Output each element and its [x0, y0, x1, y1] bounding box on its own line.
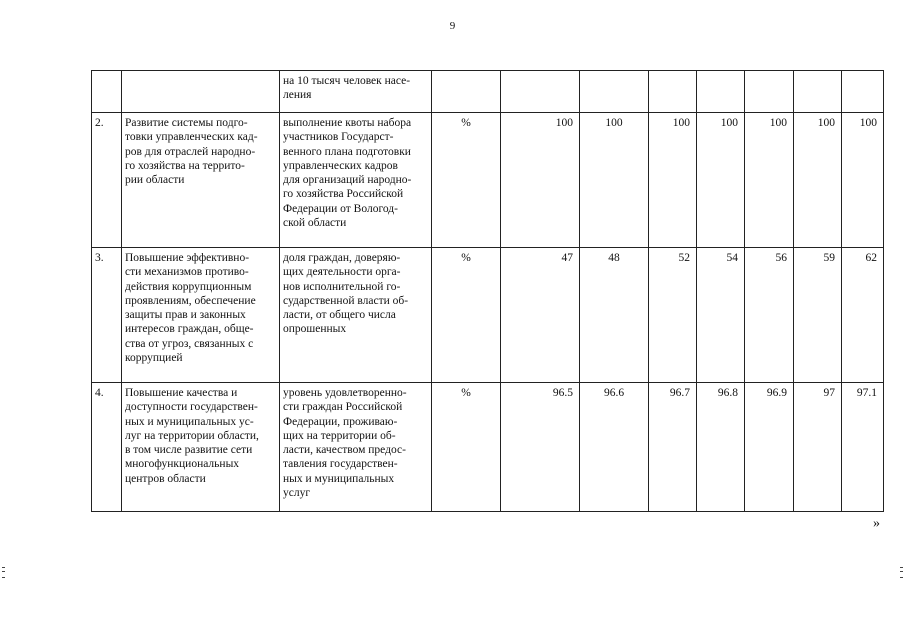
value-cell: 48 [580, 248, 649, 383]
indicators-table [91, 70, 884, 512]
indicator-cell: на 10 тысяч человек насе- ления [280, 71, 432, 113]
value-cell: 47 [501, 248, 580, 383]
unit-cell: % [432, 248, 501, 383]
value-cell [501, 71, 580, 113]
value-cell: 62 [842, 248, 884, 383]
indicator-cell: доля граждан, доверяю- щих деятельности орга- нов исполнительной го- сударственной власти об- ласти, от общего числа опрошенных [280, 248, 432, 383]
table-row [92, 383, 884, 512]
table-body [92, 71, 884, 512]
unit-cell: % [432, 113, 501, 248]
value-cell: 52 [649, 248, 697, 383]
value-cell: 97 [794, 383, 842, 512]
goal-cell: Повышение качества и доступности государствен- ных и муниципальных ус- луг на территории области, в том числе развитие сети многофункциональных центров области [122, 383, 280, 512]
value-cell: 100 [580, 113, 649, 248]
value-cell: 100 [649, 113, 697, 248]
goal-cell: Развитие системы подго- товки управленческих кад- ров для отраслей народно- го хозяйства на террито- рии области [122, 113, 280, 248]
value-cell: 100 [842, 113, 884, 248]
value-cell: 96.9 [745, 383, 794, 512]
table-row [92, 248, 884, 383]
value-cell [794, 71, 842, 113]
indicator-cell: уровень удовлетворенно- сти граждан Российской Федерации, проживаю- щих на территории об- ласти, качеством предос- тавления государствен- ных и муниципальных услуг [280, 383, 432, 512]
right-edge-mark [900, 567, 903, 578]
value-cell: 56 [745, 248, 794, 383]
value-cell [580, 71, 649, 113]
value-cell: 96.7 [649, 383, 697, 512]
value-cell: 100 [501, 113, 580, 248]
value-cell: 96.6 [580, 383, 649, 512]
unit-cell [432, 71, 501, 113]
unit-cell: % [432, 383, 501, 512]
value-cell: 96.5 [501, 383, 580, 512]
value-cell: 96.8 [697, 383, 745, 512]
value-cell [842, 71, 884, 113]
value-cell: 54 [697, 248, 745, 383]
table-row [92, 71, 884, 113]
row-number-cell: 3. [92, 248, 122, 383]
value-cell: 59 [794, 248, 842, 383]
goal-cell [122, 71, 280, 113]
row-number-cell: 4. [92, 383, 122, 512]
table-row [92, 113, 884, 248]
continuation-mark: » [873, 516, 880, 531]
value-cell: 100 [745, 113, 794, 248]
row-number-cell: 2. [92, 113, 122, 248]
left-edge-mark [2, 567, 5, 578]
value-cell [745, 71, 794, 113]
page-number: 9 [449, 20, 456, 32]
value-cell: 97.1 [842, 383, 884, 512]
value-cell [649, 71, 697, 113]
row-number-cell [92, 71, 122, 113]
indicator-cell: выполнение квоты набора участников Государст- венного плана подготовки управленческих кадров для организаций народно- го хозяйства Российской Федерации от Вологод- ской области [280, 113, 432, 248]
value-cell [697, 71, 745, 113]
value-cell: 100 [794, 113, 842, 248]
goal-cell: Повышение эффективно- сти механизмов противо- действия коррупционным проявлениям, обеспечение защиты прав и законных интересов граждан, обще- ства от угроз, связанных с коррупцией [122, 248, 280, 383]
value-cell: 100 [697, 113, 745, 248]
